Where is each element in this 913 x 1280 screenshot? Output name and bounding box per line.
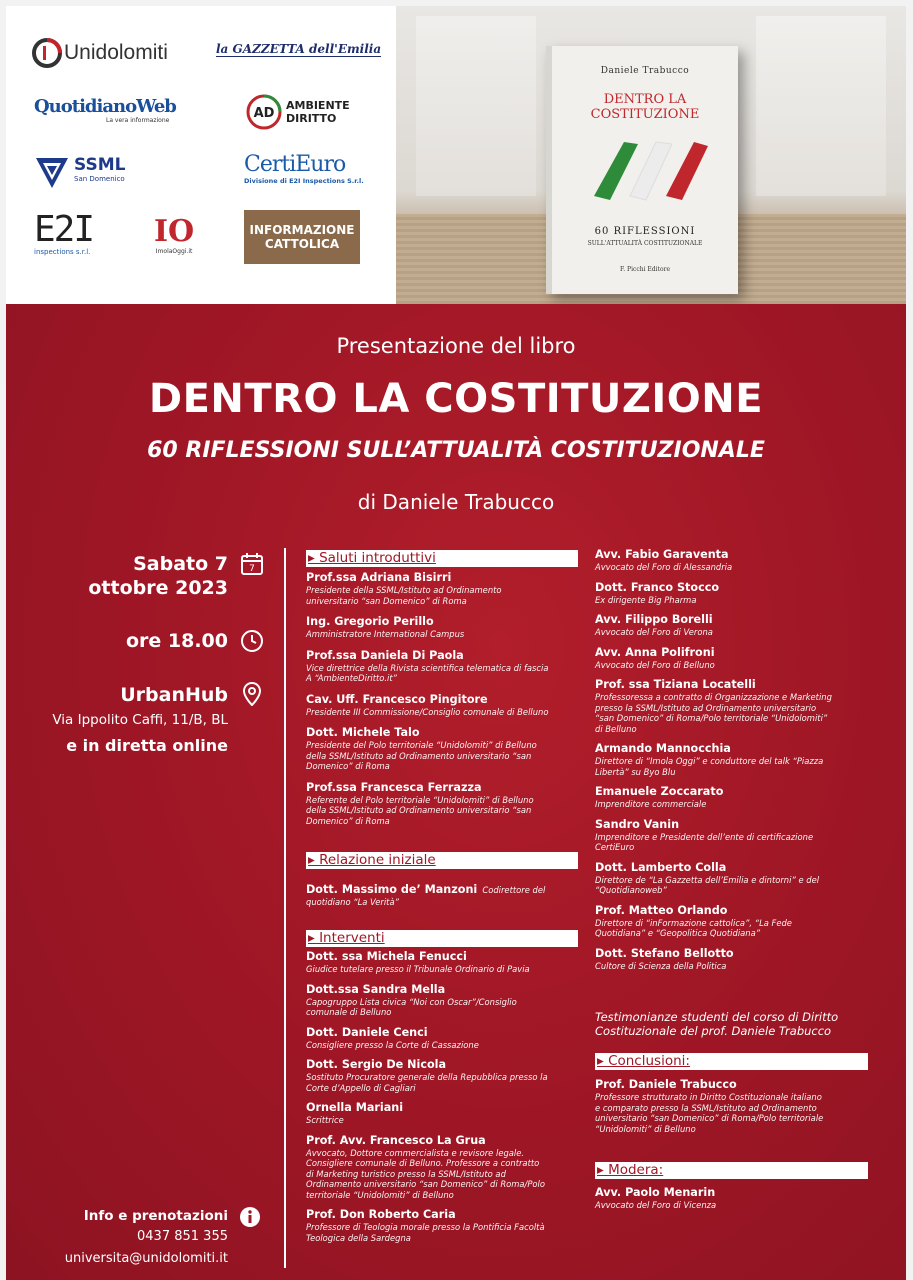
speaker-desc: presso la SSML/Istituto ad Ordinamento universitario xyxy=(595,702,817,713)
book-publisher: F. Picchi Editore xyxy=(620,266,670,273)
speaker-name: Prof. Matteo Orlando xyxy=(595,903,728,917)
speaker-entry xyxy=(306,571,584,606)
certieuro-logo xyxy=(244,152,364,185)
quotidianoweb-sub: La vera informazione xyxy=(106,117,170,124)
book-subtitle2: SULL'ATTUALITÀ COSTITUZIONALE xyxy=(587,240,703,247)
testimonianze-line2: Costituzionale del prof. Daniele Trabucco xyxy=(595,1024,832,1038)
certieuro-text: CertiEuro xyxy=(244,152,346,177)
speaker-desc xyxy=(595,1092,873,1134)
ambientediritto-icon xyxy=(246,94,282,130)
speaker-entry xyxy=(595,678,873,734)
date-day: Sabato 7 xyxy=(133,553,228,575)
section-saluti: ▸ Saluti introduttivi xyxy=(306,550,578,567)
speaker-name: Dott. ssa Michela Fenucci xyxy=(306,950,467,963)
speaker-desc: territoriale “Unidolomiti” di Belluno xyxy=(306,1189,454,1200)
speaker-entry xyxy=(595,947,873,972)
diritto-text: DIRITTO xyxy=(286,112,337,125)
speaker-desc: Sostituto Procuratore generale della Repubblica presso la xyxy=(306,1072,548,1082)
speaker-name: Dott.ssa Sandra Mella xyxy=(306,982,446,996)
ssml-shield-icon xyxy=(34,154,70,190)
event-online: e in diretta online xyxy=(66,736,228,755)
testimonianze xyxy=(595,1010,873,1038)
speaker-desc: Avvocato del Foro di Verona xyxy=(595,627,713,637)
speaker-desc: Teologica della Sardegna xyxy=(306,1232,411,1243)
speaker-name: Avv. Fabio Garaventa xyxy=(595,548,729,561)
speaker-desc: Direttore di “Imola Oggi” e conduttore del talk “Piazza xyxy=(595,756,824,766)
calendar-icon xyxy=(240,552,264,576)
speaker-desc: Presidente del Polo territoriale “Unidolomiti” di Belluno xyxy=(306,740,537,750)
cattolica-text: CATTOLICA xyxy=(264,237,340,251)
speaker-name: Dott. Stefano Bellotto xyxy=(595,946,734,960)
speaker-entry xyxy=(306,693,584,718)
speaker-name: Sandro Vanin xyxy=(595,817,680,831)
section-conclusioni: ▸ Conclusioni: xyxy=(595,1053,868,1070)
speaker-entry xyxy=(595,742,873,777)
speaker-desc: Avvocato, Dottore commercialista e revisore legale. xyxy=(306,1147,525,1158)
ssml-logo xyxy=(34,154,125,190)
speaker-entry xyxy=(595,646,873,671)
speaker-desc: Ex dirigente Big Pharma xyxy=(595,594,697,605)
section-relazione: ▸ Relazione iniziale xyxy=(306,852,578,869)
book-photo xyxy=(396,6,906,304)
event-address: Via Ippolito Caffi, 11/B, BL xyxy=(52,712,228,728)
background-window xyxy=(756,16,886,196)
ambientediritto-logo xyxy=(246,94,350,130)
speaker-entry xyxy=(306,1134,584,1201)
speaker-name: Cav. Uff. Francesco Pingitore xyxy=(306,692,488,706)
location-pin-icon xyxy=(242,682,262,706)
speaker-name: Armando Mannocchia xyxy=(595,742,731,755)
imolaoggi-logo xyxy=(154,216,194,255)
presentation-label: Presentazione del libro xyxy=(336,334,576,358)
section-modera: ▸ Modera: xyxy=(595,1162,868,1179)
ssml-text: SSML xyxy=(74,155,126,175)
italian-flag-brushstroke xyxy=(590,136,710,202)
speaker-entry xyxy=(306,950,584,975)
saluti-list xyxy=(306,571,584,835)
e2i-text: E2I xyxy=(34,209,94,250)
speaker-name: Dott. Franco Stocco xyxy=(595,580,720,594)
author-line: di Daniele Trabucco xyxy=(357,490,555,514)
quotidianoweb-text: QuotidianoWeb xyxy=(34,96,176,117)
speaker-desc: “Quotidianoweb” xyxy=(595,885,667,895)
speaker-desc-line: Professore strutturato in Diritto Costituzionale italiano xyxy=(595,1092,822,1102)
conclusioni-block xyxy=(595,1078,873,1134)
speaker-desc: Libertà” su Byo Blu xyxy=(595,766,676,777)
imolaoggi-text: IO xyxy=(154,214,195,249)
speaker-desc: della SSML/Istituto ad Ordinamento universitario “san xyxy=(306,750,532,761)
speaker-desc: universitario “san Domenico” di Roma xyxy=(306,595,467,606)
speaker-entry xyxy=(306,1058,584,1093)
background-window xyxy=(416,16,536,196)
contact-info xyxy=(6,1206,228,1270)
speaker-desc: quotidiano “La Verità” xyxy=(306,897,399,907)
calendar-day: 7 xyxy=(249,564,255,574)
speaker-desc: Codirettore del xyxy=(482,885,546,895)
speaker-desc: Consigliere comunale di Belluno. Professore a contratto xyxy=(306,1158,540,1168)
speaker-desc: Avvocato del Foro di Belluno xyxy=(595,659,715,670)
speaker-desc: Cultore di Scienza della Politica xyxy=(595,960,727,971)
phone-number[interactable]: 0437 851 355 xyxy=(137,1229,228,1244)
speaker-desc: A “AmbienteDiritto.it” xyxy=(306,673,398,683)
speaker-name: Dott. Daniele Cenci xyxy=(306,1025,428,1039)
speaker-entry xyxy=(306,615,584,640)
speaker-desc: Vice direttrice della Rivista scientifica telematica di fascia xyxy=(306,662,549,673)
speaker-name: Dott. Michele Talo xyxy=(306,726,420,739)
e2i-logo xyxy=(34,209,94,256)
section-interventi: ▸ Interventi xyxy=(306,930,578,947)
speaker-desc: Presidente III Commissione/Consiglio comunale di Belluno xyxy=(306,706,549,717)
clock-icon xyxy=(240,629,264,653)
speaker-entry xyxy=(306,649,584,684)
informazionecattolica-logo xyxy=(244,210,360,264)
speaker-desc: di Marketing turistico presso la SSML/Istituto ad xyxy=(306,1168,506,1179)
speaker-desc: “san Domenico” di Roma/Polo territoriale “Unidolomiti” xyxy=(595,713,828,723)
speaker-name: Prof. Daniele Trabucco xyxy=(595,1078,737,1091)
interventi-list xyxy=(306,950,584,1251)
unidolomiti-icon xyxy=(32,38,62,68)
speaker-name: Prof. Avv. Francesco La Grua xyxy=(306,1133,486,1147)
speaker-desc: Corte d’Appello di Cagliari xyxy=(306,1082,416,1093)
ambiente-text: AMBIENTE xyxy=(286,99,350,112)
speaker-desc: comunale di Belluno xyxy=(306,1007,392,1017)
event-venue: UrbanHub xyxy=(120,684,228,706)
speaker-entry xyxy=(595,785,873,810)
speaker-entry xyxy=(595,904,873,939)
email-link[interactable]: universita@unidolomiti.it xyxy=(64,1251,228,1266)
speaker-desc: Scrittrice xyxy=(306,1115,344,1125)
speaker-desc-line: e comparato presso la SSML/Istituto ad Ordinamento xyxy=(595,1102,817,1113)
speaker-entry xyxy=(306,1101,584,1126)
speaker-desc: della SSML/Istituto ad Ordinamento universitario “san xyxy=(306,805,532,815)
speaker-desc: Imprenditore commerciale xyxy=(595,799,707,809)
informazione-text: INFORMAZIONE xyxy=(249,223,355,237)
info-label: Info e prenotazioni xyxy=(83,1208,228,1224)
speaker-desc-line: “Unidolomiti” di Belluno xyxy=(595,1123,696,1134)
svg-text:AD: AD xyxy=(253,106,275,121)
speaker-desc: Domenico” di Roma xyxy=(306,815,390,826)
book-subtitle: 60 RIFLESSIONI xyxy=(594,226,696,237)
speaker-name: Prof.ssa Francesca Ferrazza xyxy=(306,780,482,794)
gazzetta-logo: la GAZZETTA dell'Emilia xyxy=(216,42,382,56)
testimonianze-line1: Testimonianze studenti del corso di Diritto xyxy=(595,1010,839,1024)
speaker-entry xyxy=(306,983,584,1018)
info-icon xyxy=(239,1206,261,1228)
speaker-name: Prof.ssa Adriana Bisirri xyxy=(306,571,452,584)
e2i-sub: inspections s.r.l. xyxy=(34,248,91,256)
speaker-desc: Imprenditore e Presidente dell’ente di certificazione xyxy=(595,831,814,842)
vertical-divider xyxy=(284,548,286,1268)
speaker-name: Dott. Lamberto Colla xyxy=(595,860,727,874)
imolaoggi-sub: ImolaOggi.it xyxy=(155,248,193,255)
speaker-name: Avv. Paolo Menarin xyxy=(595,1186,716,1199)
date-month: ottobre 2023 xyxy=(88,577,228,599)
speaker-desc: Quotidiana” e “Geopolitica Quotidiana” xyxy=(595,928,761,938)
speaker-name: Ornella Mariani xyxy=(306,1101,404,1114)
speaker-desc: Direttore di “inFormazione cattolica”, “La Fede xyxy=(595,917,792,928)
speaker-name: Emanuele Zoccarato xyxy=(595,785,724,798)
speaker-name: Prof.ssa Daniela Di Paola xyxy=(306,648,464,662)
sponsor-logos xyxy=(6,6,396,304)
quotidianoweb-logo xyxy=(34,96,176,124)
speaker-name: Ing. Gregorio Perillo xyxy=(306,615,434,628)
speaker-desc: Avvocato del Foro di Alessandria xyxy=(595,562,733,572)
speaker-entry xyxy=(595,548,873,573)
speaker-desc: Ordinamento universitario “san Domenico” di Roma/Polo xyxy=(306,1179,546,1189)
certieuro-sub: Divisione di E2I Inspections S.r.l. xyxy=(244,177,364,185)
speaker-desc: Giudice tutelare presso il Tribunale Ordinario di Pavia xyxy=(306,964,530,974)
speaker-desc: Capogruppo Lista civica “Noi con Oscar”/Consiglio xyxy=(306,996,517,1007)
poster xyxy=(6,6,906,1280)
speaker-entry xyxy=(306,726,584,772)
speaker-desc: Professore di Teologia morale presso la Pontificia Facoltà xyxy=(306,1222,545,1232)
speaker-desc: di Belluno xyxy=(595,723,637,734)
unidolomiti-logo xyxy=(32,38,168,68)
speaker-entry xyxy=(306,1208,584,1243)
speaker-desc: Avvocato del Foro di Vicenza xyxy=(595,1200,717,1210)
speaker-desc-line: universitario “san Domenico” di Roma/Polo territoriale xyxy=(595,1113,824,1123)
book-cover xyxy=(546,46,738,294)
speaker-desc: CertiEuro xyxy=(595,842,635,852)
book-title: DENTRO LA COSTITUZIONE xyxy=(590,92,700,122)
speaker-entry xyxy=(595,581,873,606)
speaker-entry xyxy=(595,613,873,638)
top-band xyxy=(6,6,906,304)
speaker-entry xyxy=(306,781,584,827)
speaker-name: Avv. Anna Polifroni xyxy=(595,645,715,659)
ssml-sub: San Domenico xyxy=(74,175,125,183)
speaker-name: Dott. Massimo de’ Manzoni xyxy=(306,883,478,896)
unidolomiti-text: Unidolomiti xyxy=(64,41,168,64)
red-panel xyxy=(6,304,906,1280)
speaker-desc: Consigliere presso la Corte di Cassazione xyxy=(306,1039,479,1050)
modera-block xyxy=(595,1186,873,1211)
speaker-name: Avv. Filippo Borelli xyxy=(595,613,713,626)
page-title: DENTRO LA COSTITUZIONE xyxy=(148,376,764,422)
speaker-desc: Direttore de “La Gazzetta dell’Emilia e dintorni” e del xyxy=(595,874,820,885)
relazione-block xyxy=(306,881,584,908)
speaker-entry xyxy=(595,818,873,853)
speaker-desc: Presidente della SSML/Istituto ad Ordinamento xyxy=(306,585,502,595)
speaker-name: Prof. Don Roberto Caria xyxy=(306,1208,456,1221)
speaker-desc: Domenico” di Roma xyxy=(306,761,390,771)
speaker-desc: Amministratore International Campus xyxy=(306,629,465,639)
event-time: ore 18.00 xyxy=(125,630,228,652)
speaker-entry xyxy=(595,861,873,896)
speaker-desc: Referente del Polo territoriale “Unidolomiti” di Belluno xyxy=(306,794,534,805)
speaker-entry xyxy=(306,1026,584,1051)
interventi-list-2 xyxy=(595,548,873,979)
page-subtitle: 60 RIFLESSIONI SULL’ATTUALITÀ COSTITUZIONALE xyxy=(147,438,765,463)
speaker-name: Prof. ssa Tiziana Locatelli xyxy=(595,678,756,691)
speaker-desc: Professoressa a contratto di Organizzazione e Marketing xyxy=(595,692,832,702)
book-author: Daniele Trabucco xyxy=(600,66,690,76)
speaker-name: Dott. Sergio De Nicola xyxy=(306,1058,447,1071)
event-date xyxy=(88,552,228,600)
